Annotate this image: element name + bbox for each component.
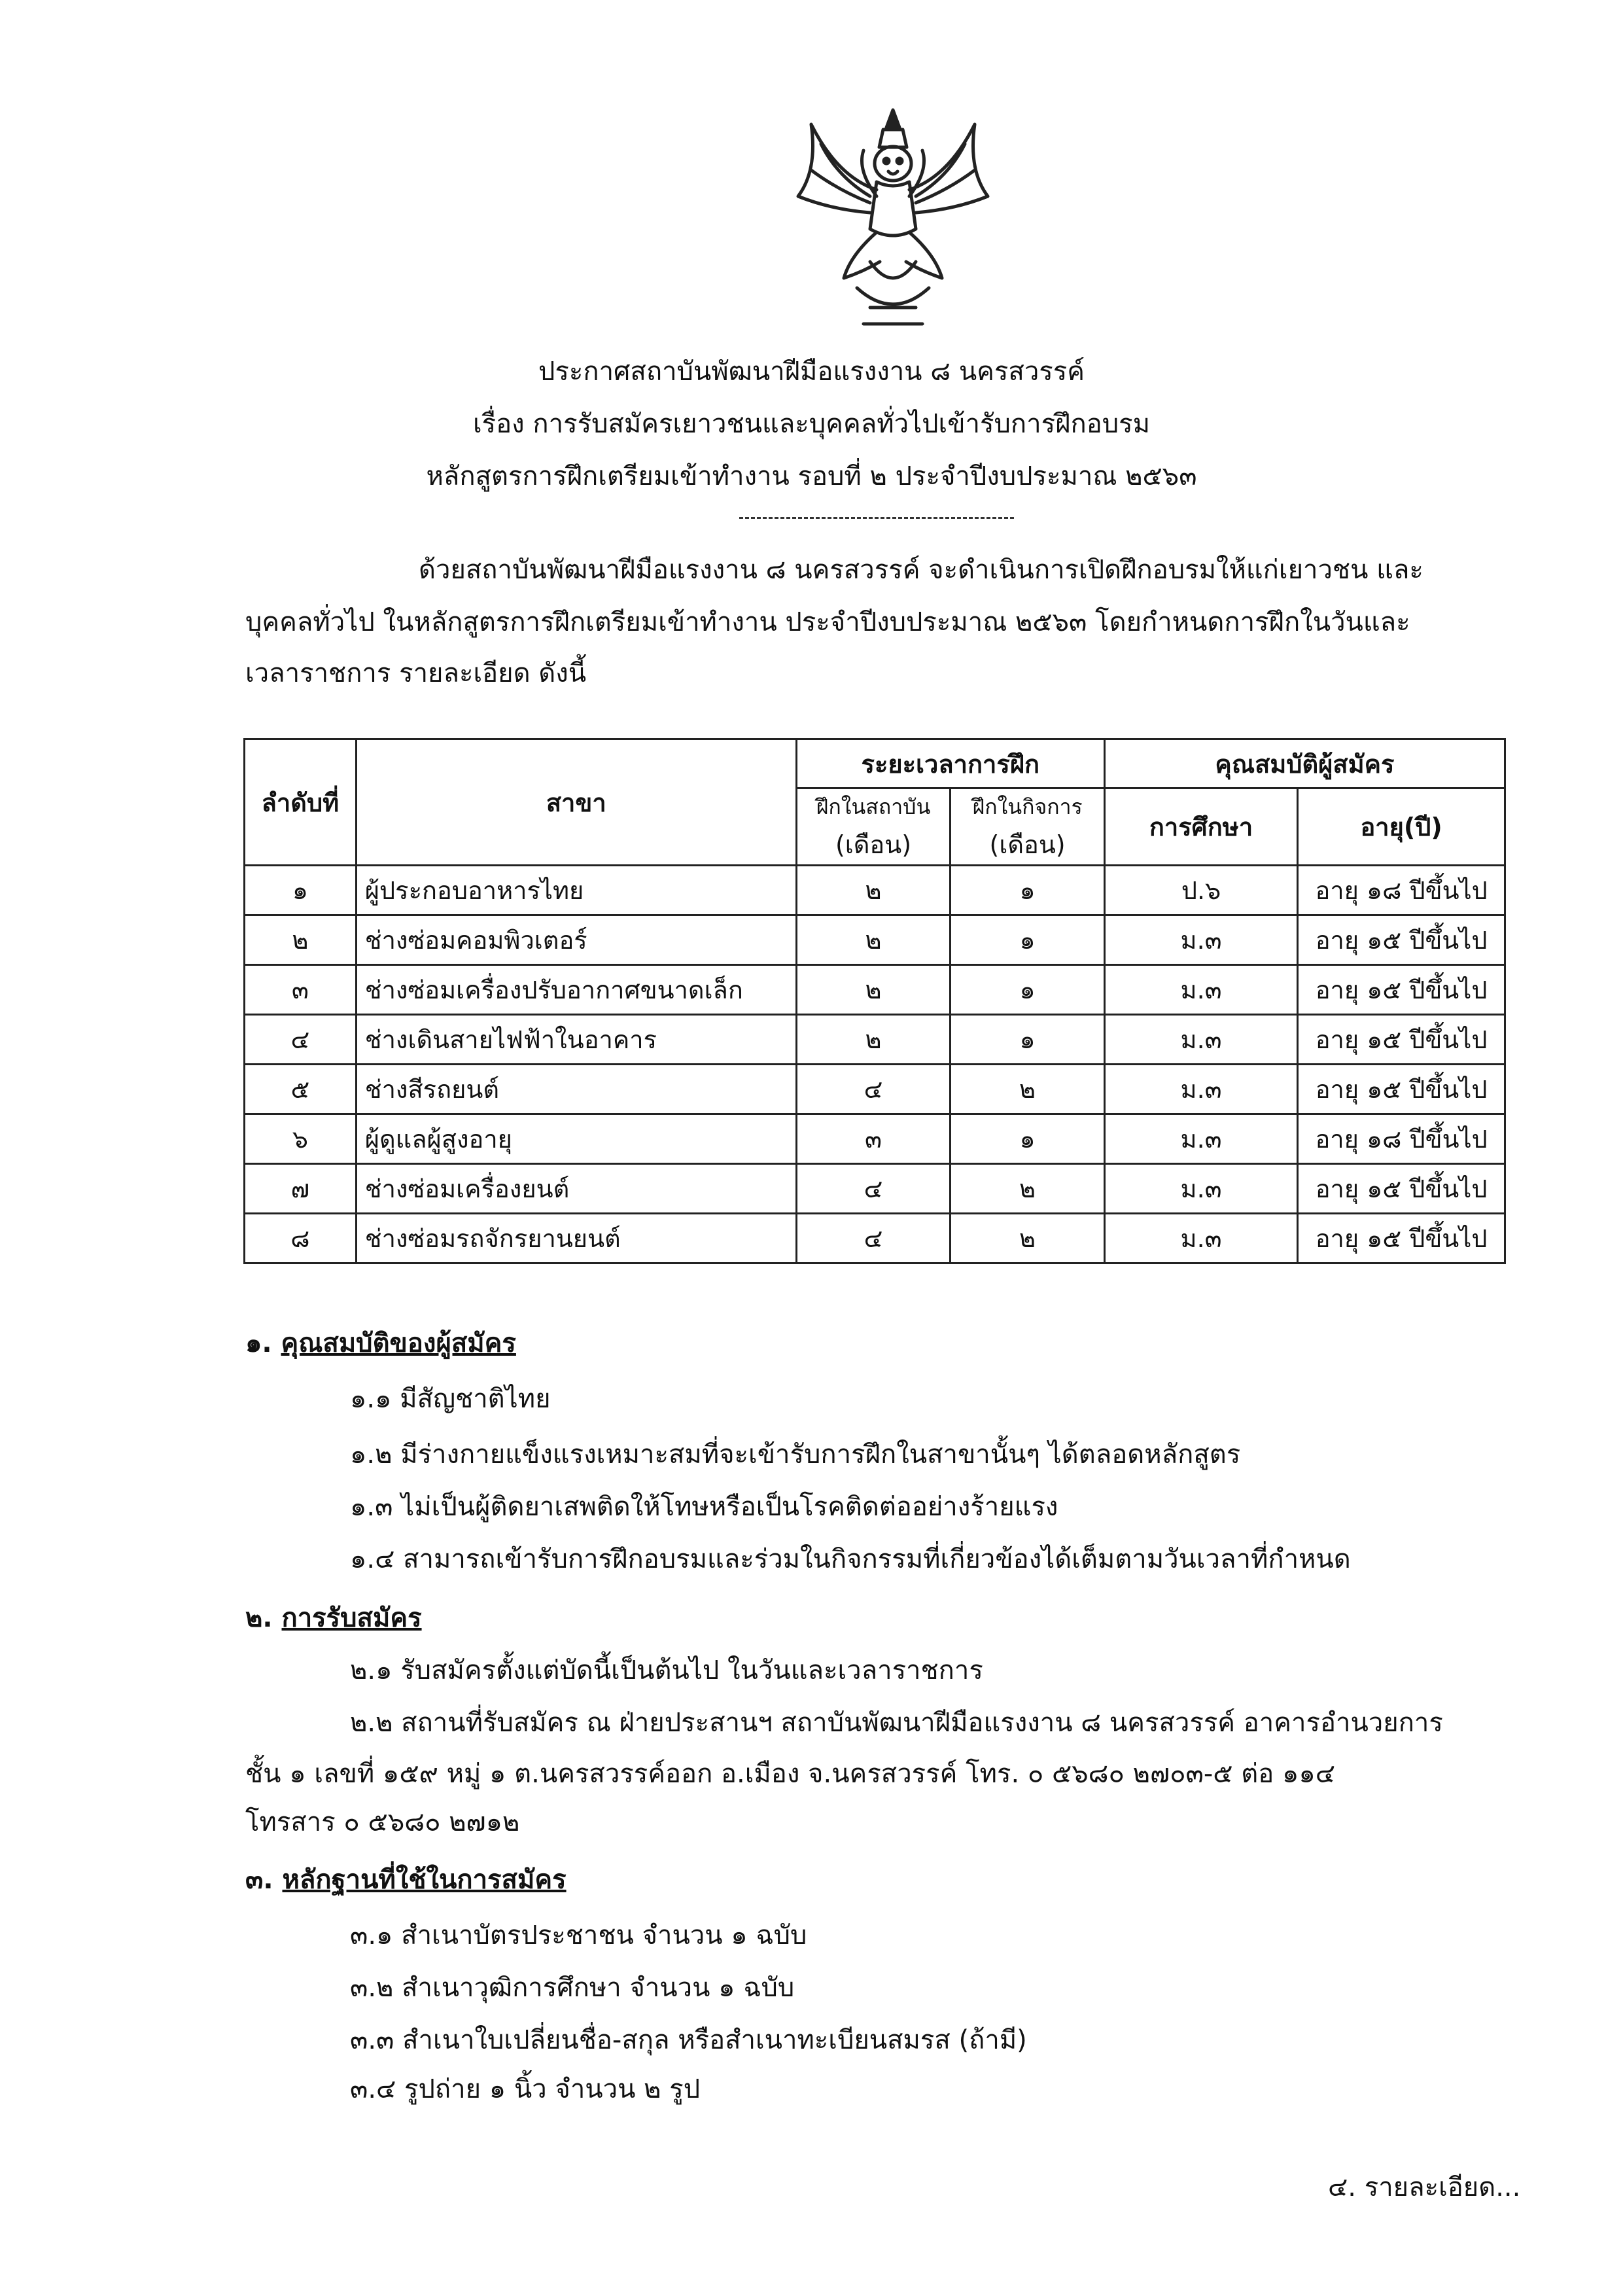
table-row: [245, 1015, 1505, 1065]
courses-table: [243, 738, 1506, 1264]
header-duration: ระยะเวลาการฝึก: [796, 739, 1104, 788]
cell-inst: ๒: [796, 915, 951, 965]
header-no: ลำดับที่: [245, 739, 357, 866]
cell-branch: ผู้ดูแลผู้สูงอายุ: [356, 1114, 796, 1164]
header-biz-unit: (เดือน): [989, 830, 1066, 859]
cell-no: ๖: [245, 1114, 357, 1164]
table-row: [245, 866, 1505, 915]
header-edu: การศึกษา: [1104, 788, 1297, 866]
section-3-number: ๓.: [245, 1865, 273, 1895]
header-biz-label: ฝึกในกิจการ: [972, 794, 1083, 819]
cell-no: ๔: [245, 1015, 357, 1065]
table-row: [245, 1214, 1505, 1263]
section-3-item: ๓.๒ สำเนาวุฒิการศึกษา จำนวน ๑ ฉบับ: [350, 1973, 795, 2003]
header-branch: สาขา: [356, 739, 796, 866]
intro-line-3: เวลาราชการ รายละเอียด ดังนี้: [245, 658, 587, 688]
header-inst-unit: (เดือน): [835, 830, 912, 859]
section-1-item: ๑.๔ สามารถเข้ารับการฝึกอบรมและร่วมในกิจกรรมที่เกี่ยวข้องได้เต็มตามวันเวลาที่กำหนด: [350, 1544, 1351, 1574]
cell-edu: ม.๓: [1104, 915, 1297, 965]
continued-note: ๔. รายละเอียด...: [1328, 2172, 1521, 2202]
cell-branch: ผู้ประกอบอาหารไทย: [356, 866, 796, 915]
cell-biz: ๑: [951, 1015, 1105, 1065]
cell-branch: ช่างสีรถยนต์: [356, 1065, 796, 1114]
cell-age: อายุ ๑๕ ปีขึ้นไป: [1298, 1065, 1505, 1114]
intro-line-2: บุคคลทั่วไป ในหลักสูตรการฝึกเตรียมเข้าทำงาน ประจำปีงบประมาณ ๒๕๖๓ โดยกำหนดการฝึกในวันและ: [245, 607, 1410, 637]
section-2-item-2-cont: ชั้น ๑ เลขที่ ๑๕๙ หมู่ ๑ ต.นครสวรรค์ออก อ.เมือง จ.นครสวรรค์ โทร. ๐ ๕๖๘๐ ๒๗๐๓-๕ ต่อ ๑๑๔: [245, 1759, 1336, 1789]
cell-branch: ช่างซ่อมรถจักรยานยนต์: [356, 1214, 796, 1263]
section-3-heading: [245, 1858, 567, 1900]
header-biz: [951, 788, 1105, 866]
cell-age: อายุ ๑๘ ปีขึ้นไป: [1298, 866, 1505, 915]
section-2-item-2: ๒.๒ สถานที่รับสมัคร ณ ฝ่ายประสานฯ สถาบันพัฒนาฝีมือแรงงาน ๘ นครสวรรค์ อาคารอำนวยการ: [350, 1708, 1443, 1738]
section-1-title: คุณสมบัติของผู้สมัคร: [281, 1328, 516, 1358]
cell-branch: ช่างเดินสายไฟฟ้าในอาคาร: [356, 1015, 796, 1065]
section-2-heading: [245, 1597, 422, 1638]
cell-biz: ๒: [951, 1164, 1105, 1214]
announcement-course: หลักสูตรการฝึกเตรียมเข้าทำงาน รอบที่ ๒ ประจำปีงบประมาณ ๒๕๖๓: [426, 461, 1197, 491]
cell-inst: ๔: [796, 1065, 951, 1114]
announcement-subject: เรื่อง การรับสมัครเยาวชนและบุคคลทั่วไปเข้ารับการฝึกอบรม: [473, 409, 1150, 439]
cell-age: อายุ ๑๘ ปีขึ้นไป: [1298, 1114, 1505, 1164]
section-1-item: ๑.๒ มีร่างกายแข็งแรงเหมาะสมที่จะเข้ารับการฝึกในสาขานั้นๆ ได้ตลอดหลักสูตร: [350, 1439, 1241, 1470]
table-row: [245, 1114, 1505, 1164]
cell-no: ๘: [245, 1214, 357, 1263]
cell-age: อายุ ๑๕ ปีขึ้นไป: [1298, 1015, 1505, 1065]
cell-biz: ๑: [951, 1114, 1105, 1164]
section-1-number: ๑.: [245, 1328, 272, 1358]
garuda-emblem: [772, 98, 1014, 334]
cell-age: อายุ ๑๕ ปีขึ้นไป: [1298, 915, 1505, 965]
table-row: [245, 915, 1505, 965]
cell-edu: ม.๓: [1104, 965, 1297, 1015]
cell-edu: ม.๓: [1104, 1164, 1297, 1214]
section-1-item: ๑.๑ มีสัญชาติไทย: [350, 1384, 551, 1414]
cell-inst: ๒: [796, 965, 951, 1015]
cell-biz: ๑: [951, 866, 1105, 915]
cell-edu: ม.๓: [1104, 1065, 1297, 1114]
cell-edu: ม.๓: [1104, 1214, 1297, 1263]
cell-inst: ๔: [796, 1214, 951, 1263]
cell-age: อายุ ๑๕ ปีขึ้นไป: [1298, 965, 1505, 1015]
section-3-item: ๓.๓ สำเนาใบเปลี่ยนชื่อ-สกุล หรือสำเนาทะเบียนสมรส (ถ้ามี): [350, 2025, 1027, 2055]
header-qualification: คุณสมบัติผู้สมัคร: [1104, 739, 1505, 788]
section-1-heading: [245, 1322, 516, 1364]
cell-biz: ๒: [951, 1065, 1105, 1114]
table-row: [245, 1164, 1505, 1214]
cell-age: อายุ ๑๕ ปีขึ้นไป: [1298, 1164, 1505, 1214]
cell-branch: ช่างซ่อมเครื่องยนต์: [356, 1164, 796, 1214]
section-2-number: ๒.: [245, 1603, 273, 1633]
cell-inst: ๒: [796, 866, 951, 915]
section-3-item: ๓.๑ สำเนาบัตรประชาชน จำนวน ๑ ฉบับ: [350, 1920, 807, 1951]
section-3-title: หลักฐานที่ใช้ในการสมัคร: [282, 1865, 567, 1895]
cell-edu: ม.๓: [1104, 1114, 1297, 1164]
cell-biz: ๒: [951, 1214, 1105, 1263]
header-inst-label: ฝึกในสถาบัน: [816, 794, 931, 819]
cell-branch: ช่างซ่อมเครื่องปรับอากาศขนาดเล็ก: [356, 965, 796, 1015]
cell-age: อายุ ๑๕ ปีขึ้นไป: [1298, 1214, 1505, 1263]
section-1-item: ๑.๓ ไม่เป็นผู้ติดยาเสพติดให้โทษหรือเป็นโรคติดต่ออย่างร้ายแรง: [350, 1492, 1058, 1522]
section-3-item: ๓.๔ รูปถ่าย ๑ นิ้ว จำนวน ๒ รูป: [350, 2074, 701, 2104]
cell-inst: ๔: [796, 1164, 951, 1214]
section-2-item-2-fax: โทรสาร ๐ ๕๖๘๐ ๒๗๑๒: [245, 1807, 520, 1837]
cell-no: ๕: [245, 1065, 357, 1114]
cell-edu: ป.๖: [1104, 866, 1297, 915]
announcement-title: ประกาศสถาบันพัฒนาฝีมือแรงงาน ๘ นครสวรรค์: [538, 357, 1085, 387]
header-divider: [739, 517, 1014, 519]
intro-line-1: ด้วยสถาบันพัฒนาฝีมือแรงงาน ๘ นครสวรรค์ จะดำเนินการเปิดฝึกอบรมให้แก่เยาวชน และ: [419, 555, 1423, 585]
cell-inst: ๓: [796, 1114, 951, 1164]
cell-branch: ช่างซ่อมคอมพิวเตอร์: [356, 915, 796, 965]
cell-biz: ๑: [951, 915, 1105, 965]
cell-biz: ๑: [951, 965, 1105, 1015]
cell-no: ๑: [245, 866, 357, 915]
cell-no: ๒: [245, 915, 357, 965]
cell-edu: ม.๓: [1104, 1015, 1297, 1065]
section-2-item-1: ๒.๑ รับสมัครตั้งแต่บัดนี้เป็นต้นไป ในวันและเวลาราชการ: [350, 1655, 983, 1686]
cell-inst: ๒: [796, 1015, 951, 1065]
cell-no: ๗: [245, 1164, 357, 1214]
header-age: อายุ(ปี): [1298, 788, 1505, 866]
cell-no: ๓: [245, 965, 357, 1015]
section-2-title: การรับสมัคร: [281, 1603, 422, 1633]
table-row: [245, 1065, 1505, 1114]
table-row: [245, 965, 1505, 1015]
header-inst: [796, 788, 951, 866]
